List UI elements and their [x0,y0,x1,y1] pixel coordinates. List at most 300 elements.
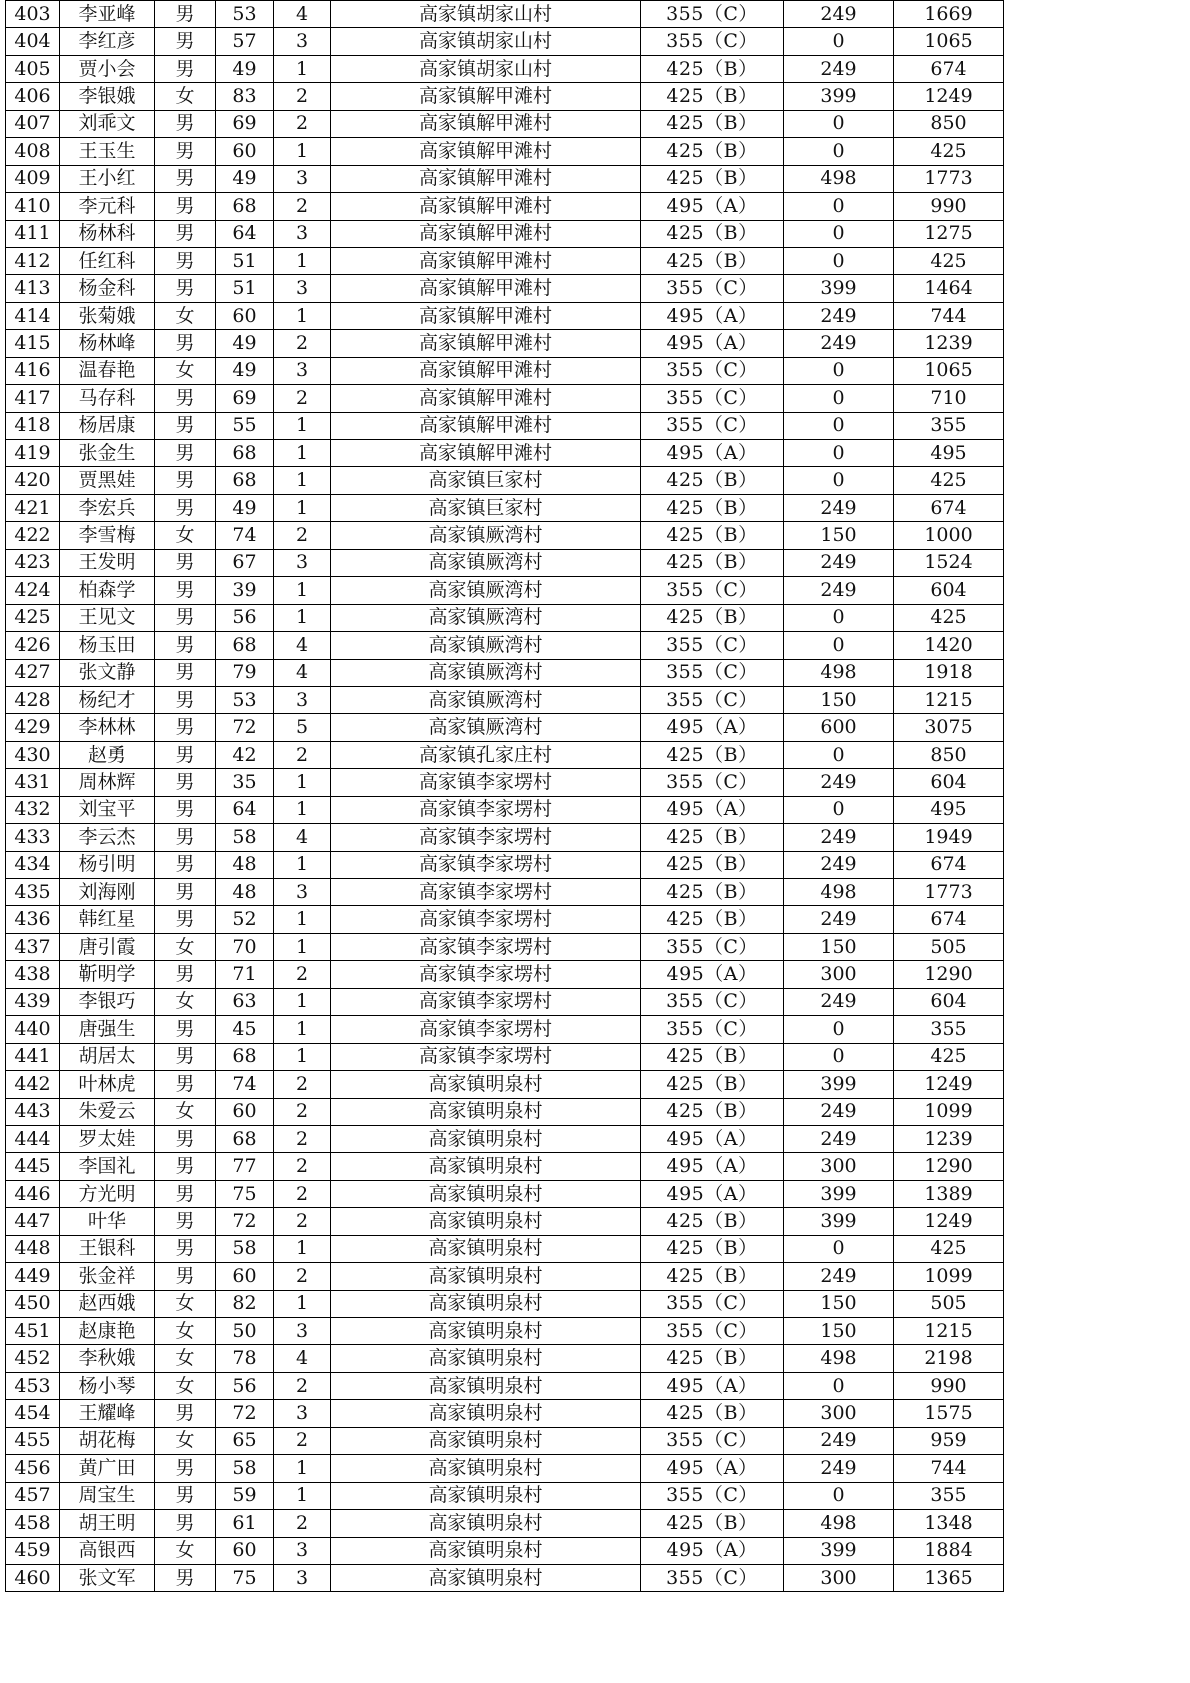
gender-cell: 女 [155,522,216,549]
subsidy-cell: 249 [784,549,894,576]
name-cell: 王银科 [60,1235,155,1262]
name-cell: 张文军 [60,1564,155,1591]
village-cell: 高家镇厥湾村 [331,604,641,631]
name-cell: 胡王明 [60,1510,155,1537]
table-row [6,330,1004,357]
name-cell: 王见文 [60,604,155,631]
subsidy-cell: 150 [784,522,894,549]
household-size-cell: 1 [274,138,331,165]
gender-cell: 男 [155,549,216,576]
subsidy-cell: 0 [784,796,894,823]
age-cell: 68 [216,440,274,467]
subsidy-cell: 0 [784,412,894,439]
gender-cell: 男 [155,741,216,768]
household-size-cell: 3 [274,220,331,247]
row-number-cell: 443 [6,1098,60,1125]
subsidy-cell: 249 [784,769,894,796]
household-size-cell: 2 [274,385,331,412]
subsidy-cell: 150 [784,686,894,713]
total-cell: 355 [894,1482,1004,1509]
village-cell: 高家镇李家塄村 [331,824,641,851]
subsidy-cell: 600 [784,714,894,741]
row-number-cell: 407 [6,110,60,137]
household-size-cell: 2 [274,1427,331,1454]
total-cell: 674 [894,906,1004,933]
table-row [6,28,1004,55]
gender-cell: 男 [155,412,216,439]
age-cell: 58 [216,824,274,851]
gender-cell: 女 [155,933,216,960]
household-size-cell: 2 [274,1071,331,1098]
household-size-cell: 4 [274,659,331,686]
row-number-cell: 459 [6,1537,60,1564]
standard-grade-cell: 495（A） [641,330,784,357]
subsidy-cell: 249 [784,851,894,878]
table-row [6,879,1004,906]
name-cell: 李秋娥 [60,1345,155,1372]
table-row [6,796,1004,823]
standard-grade-cell: 495（A） [641,1125,784,1152]
village-cell: 高家镇解甲滩村 [331,220,641,247]
table-row [6,1208,1004,1235]
name-cell: 杨引明 [60,851,155,878]
gender-cell: 男 [155,193,216,220]
household-size-cell: 2 [274,961,331,988]
total-cell: 425 [894,1235,1004,1262]
table-row [6,686,1004,713]
age-cell: 68 [216,632,274,659]
age-cell: 52 [216,906,274,933]
name-cell: 马存科 [60,385,155,412]
name-cell: 张金祥 [60,1263,155,1290]
table-row [6,1564,1004,1591]
household-size-cell: 1 [274,1482,331,1509]
gender-cell: 男 [155,879,216,906]
standard-grade-cell: 495（A） [641,796,784,823]
gender-cell: 男 [155,961,216,988]
age-cell: 64 [216,220,274,247]
standard-grade-cell: 425（B） [641,741,784,768]
age-cell: 45 [216,1016,274,1043]
village-cell: 高家镇明泉村 [331,1482,641,1509]
name-cell: 方光明 [60,1180,155,1207]
age-cell: 68 [216,1043,274,1070]
age-cell: 53 [216,1,274,28]
standard-grade-cell: 495（A） [641,1455,784,1482]
age-cell: 79 [216,659,274,686]
village-cell: 高家镇李家塄村 [331,906,641,933]
total-cell: 674 [894,55,1004,82]
village-cell: 高家镇解甲滩村 [331,138,641,165]
name-cell: 柏森学 [60,577,155,604]
household-size-cell: 2 [274,1510,331,1537]
table-row [6,1098,1004,1125]
household-size-cell: 3 [274,357,331,384]
standard-grade-cell: 355（C） [641,659,784,686]
total-cell: 1365 [894,1564,1004,1591]
age-cell: 51 [216,247,274,274]
age-cell: 51 [216,275,274,302]
standard-grade-cell: 425（B） [641,494,784,521]
total-cell: 1239 [894,1125,1004,1152]
age-cell: 60 [216,302,274,329]
row-number-cell: 439 [6,988,60,1015]
household-size-cell: 2 [274,110,331,137]
gender-cell: 男 [155,330,216,357]
standard-grade-cell: 355（C） [641,988,784,1015]
gender-cell: 男 [155,1071,216,1098]
subsidy-cell: 0 [784,1235,894,1262]
gender-cell: 男 [155,247,216,274]
row-number-cell: 445 [6,1153,60,1180]
subsidy-cell: 249 [784,1427,894,1454]
gender-cell: 男 [155,440,216,467]
row-number-cell: 460 [6,1564,60,1591]
gender-cell: 女 [155,1372,216,1399]
table-row [6,824,1004,851]
standard-grade-cell: 355（C） [641,385,784,412]
subsidy-cell: 0 [784,110,894,137]
table-row [6,988,1004,1015]
row-number-cell: 436 [6,906,60,933]
row-number-cell: 452 [6,1345,60,1372]
table-row [6,1510,1004,1537]
row-number-cell: 415 [6,330,60,357]
total-cell: 1918 [894,659,1004,686]
subsidy-cell: 498 [784,1345,894,1372]
name-cell: 李国礼 [60,1153,155,1180]
village-cell: 高家镇明泉村 [331,1372,641,1399]
gender-cell: 男 [155,220,216,247]
name-cell: 唐引霞 [60,933,155,960]
table-row [6,1482,1004,1509]
subsidy-cell: 0 [784,220,894,247]
village-cell: 高家镇李家塄村 [331,796,641,823]
table-row [6,440,1004,467]
standard-grade-cell: 425（B） [641,851,784,878]
total-cell: 1275 [894,220,1004,247]
row-number-cell: 414 [6,302,60,329]
subsidy-cell: 0 [784,1372,894,1399]
standard-grade-cell: 355（C） [641,686,784,713]
table-row [6,961,1004,988]
total-cell: 1215 [894,686,1004,713]
total-cell: 604 [894,577,1004,604]
total-cell: 355 [894,1016,1004,1043]
standard-grade-cell: 425（B） [641,879,784,906]
gender-cell: 男 [155,165,216,192]
total-cell: 1065 [894,28,1004,55]
gender-cell: 男 [155,467,216,494]
standard-grade-cell: 495（A） [641,714,784,741]
name-cell: 赵勇 [60,741,155,768]
name-cell: 杨小琴 [60,1372,155,1399]
household-size-cell: 3 [274,275,331,302]
age-cell: 48 [216,851,274,878]
table-row [6,1372,1004,1399]
name-cell: 王玉生 [60,138,155,165]
row-number-cell: 419 [6,440,60,467]
household-size-cell: 2 [274,1263,331,1290]
age-cell: 75 [216,1180,274,1207]
village-cell: 高家镇明泉村 [331,1400,641,1427]
age-cell: 69 [216,385,274,412]
total-cell: 1348 [894,1510,1004,1537]
household-size-cell: 1 [274,55,331,82]
name-cell: 杨纪才 [60,686,155,713]
household-size-cell: 2 [274,741,331,768]
village-cell: 高家镇胡家山村 [331,55,641,82]
age-cell: 49 [216,165,274,192]
village-cell: 高家镇李家塄村 [331,851,641,878]
age-cell: 70 [216,933,274,960]
subsidy-cell: 399 [784,1071,894,1098]
gender-cell: 女 [155,357,216,384]
age-cell: 53 [216,686,274,713]
table-row [6,138,1004,165]
standard-grade-cell: 425（B） [641,1345,784,1372]
standard-grade-cell: 355（C） [641,1564,784,1591]
name-cell: 刘海刚 [60,879,155,906]
standard-grade-cell: 425（B） [641,1235,784,1262]
household-size-cell: 1 [274,1235,331,1262]
row-number-cell: 417 [6,385,60,412]
table-row [6,412,1004,439]
subsidy-cell: 0 [784,1016,894,1043]
village-cell: 高家镇厥湾村 [331,714,641,741]
table-row [6,110,1004,137]
total-cell: 604 [894,769,1004,796]
household-size-cell: 1 [274,1016,331,1043]
age-cell: 42 [216,741,274,768]
subsidy-cell: 150 [784,1318,894,1345]
standard-grade-cell: 355（C） [641,933,784,960]
table-row [6,220,1004,247]
row-number-cell: 458 [6,1510,60,1537]
total-cell: 495 [894,440,1004,467]
row-number-cell: 428 [6,686,60,713]
table-row [6,604,1004,631]
age-cell: 74 [216,1071,274,1098]
total-cell: 604 [894,988,1004,1015]
row-number-cell: 434 [6,851,60,878]
standard-grade-cell: 425（B） [641,138,784,165]
subsidy-cell: 498 [784,165,894,192]
row-number-cell: 408 [6,138,60,165]
total-cell: 1290 [894,961,1004,988]
village-cell: 高家镇李家塄村 [331,933,641,960]
name-cell: 刘宝平 [60,796,155,823]
household-size-cell: 2 [274,1372,331,1399]
row-number-cell: 431 [6,769,60,796]
total-cell: 1249 [894,1208,1004,1235]
gender-cell: 男 [155,686,216,713]
household-size-cell: 1 [274,247,331,274]
row-number-cell: 425 [6,604,60,631]
subsidy-cell: 0 [784,247,894,274]
row-number-cell: 446 [6,1180,60,1207]
table-row [6,275,1004,302]
total-cell: 1773 [894,165,1004,192]
total-cell: 1389 [894,1180,1004,1207]
name-cell: 叶华 [60,1208,155,1235]
table-row [6,83,1004,110]
age-cell: 60 [216,1098,274,1125]
row-number-cell: 453 [6,1372,60,1399]
gender-cell: 男 [155,906,216,933]
gender-cell: 女 [155,1098,216,1125]
standard-grade-cell: 425（B） [641,824,784,851]
household-size-cell: 3 [274,28,331,55]
standard-grade-cell: 495（A） [641,1537,784,1564]
subsidy-cell: 249 [784,494,894,521]
household-size-cell: 3 [274,549,331,576]
subsidy-cell: 399 [784,1537,894,1564]
total-cell: 1464 [894,275,1004,302]
gender-cell: 男 [155,275,216,302]
age-cell: 78 [216,1345,274,1372]
table-row [6,1290,1004,1317]
table-row [6,549,1004,576]
village-cell: 高家镇解甲滩村 [331,330,641,357]
household-size-cell: 2 [274,330,331,357]
village-cell: 高家镇明泉村 [331,1537,641,1564]
age-cell: 68 [216,1125,274,1152]
gender-cell: 男 [155,632,216,659]
total-cell: 425 [894,138,1004,165]
village-cell: 高家镇明泉村 [331,1125,641,1152]
village-cell: 高家镇解甲滩村 [331,83,641,110]
gender-cell: 男 [155,1,216,28]
name-cell: 张文静 [60,659,155,686]
household-size-cell: 1 [274,1455,331,1482]
age-cell: 39 [216,577,274,604]
row-number-cell: 437 [6,933,60,960]
household-size-cell: 3 [274,686,331,713]
gender-cell: 男 [155,1180,216,1207]
subsidy-cell: 249 [784,302,894,329]
row-number-cell: 406 [6,83,60,110]
name-cell: 高银西 [60,1537,155,1564]
household-size-cell: 1 [274,494,331,521]
row-number-cell: 416 [6,357,60,384]
age-cell: 69 [216,110,274,137]
total-cell: 744 [894,1455,1004,1482]
name-cell: 张金生 [60,440,155,467]
standard-grade-cell: 355（C） [641,577,784,604]
total-cell: 1249 [894,1071,1004,1098]
name-cell: 李亚峰 [60,1,155,28]
name-cell: 温春艳 [60,357,155,384]
village-cell: 高家镇解甲滩村 [331,440,641,467]
table-row [6,193,1004,220]
gender-cell: 女 [155,988,216,1015]
subsidy-cell: 0 [784,604,894,631]
village-cell: 高家镇厥湾村 [331,577,641,604]
subsidy-cell: 498 [784,659,894,686]
total-cell: 505 [894,933,1004,960]
gender-cell: 女 [155,83,216,110]
gender-cell: 女 [155,1318,216,1345]
subsidy-cell: 0 [784,741,894,768]
household-size-cell: 2 [274,1153,331,1180]
household-size-cell: 1 [274,302,331,329]
village-cell: 高家镇李家塄村 [331,769,641,796]
total-cell: 425 [894,467,1004,494]
name-cell: 王发明 [60,549,155,576]
age-cell: 60 [216,1263,274,1290]
total-cell: 1249 [894,83,1004,110]
age-cell: 58 [216,1235,274,1262]
row-number-cell: 456 [6,1455,60,1482]
name-cell: 杨林峰 [60,330,155,357]
row-number-cell: 442 [6,1071,60,1098]
table-row [6,714,1004,741]
standard-grade-cell: 425（B） [641,165,784,192]
standard-grade-cell: 355（C） [641,769,784,796]
table-row [6,1016,1004,1043]
table-row [6,933,1004,960]
standard-grade-cell: 495（A） [641,1153,784,1180]
table-row [6,1180,1004,1207]
gender-cell: 男 [155,494,216,521]
subsidy-cell: 0 [784,28,894,55]
age-cell: 49 [216,494,274,521]
table-body [6,1,1004,1592]
row-number-cell: 433 [6,824,60,851]
gender-cell: 男 [155,1043,216,1070]
row-number-cell: 420 [6,467,60,494]
subsidy-cell: 300 [784,1400,894,1427]
subsidy-cell: 498 [784,879,894,906]
gender-cell: 男 [155,769,216,796]
gender-cell: 男 [155,138,216,165]
standard-grade-cell: 355（C） [641,412,784,439]
gender-cell: 女 [155,1537,216,1564]
age-cell: 72 [216,1208,274,1235]
table-row [6,494,1004,521]
village-cell: 高家镇明泉村 [331,1290,641,1317]
total-cell: 3075 [894,714,1004,741]
name-cell: 胡花梅 [60,1427,155,1454]
standard-grade-cell: 355（C） [641,1,784,28]
standard-grade-cell: 425（B） [641,1071,784,1098]
total-cell: 674 [894,494,1004,521]
gender-cell: 女 [155,1427,216,1454]
household-size-cell: 4 [274,1345,331,1372]
subsidy-cell: 300 [784,1153,894,1180]
total-cell: 1065 [894,357,1004,384]
table-row [6,741,1004,768]
total-cell: 495 [894,796,1004,823]
gender-cell: 男 [155,851,216,878]
gender-cell: 男 [155,1125,216,1152]
household-size-cell: 2 [274,1125,331,1152]
village-cell: 高家镇厥湾村 [331,522,641,549]
gender-cell: 男 [155,1263,216,1290]
subsidy-cell: 0 [784,193,894,220]
data-table [5,0,1004,1592]
standard-grade-cell: 355（C） [641,1016,784,1043]
table-row [6,1153,1004,1180]
subsidy-cell: 249 [784,1125,894,1152]
name-cell: 黄广田 [60,1455,155,1482]
village-cell: 高家镇明泉村 [331,1455,641,1482]
gender-cell: 男 [155,1564,216,1591]
name-cell: 贾黑娃 [60,467,155,494]
household-size-cell: 3 [274,879,331,906]
row-number-cell: 409 [6,165,60,192]
